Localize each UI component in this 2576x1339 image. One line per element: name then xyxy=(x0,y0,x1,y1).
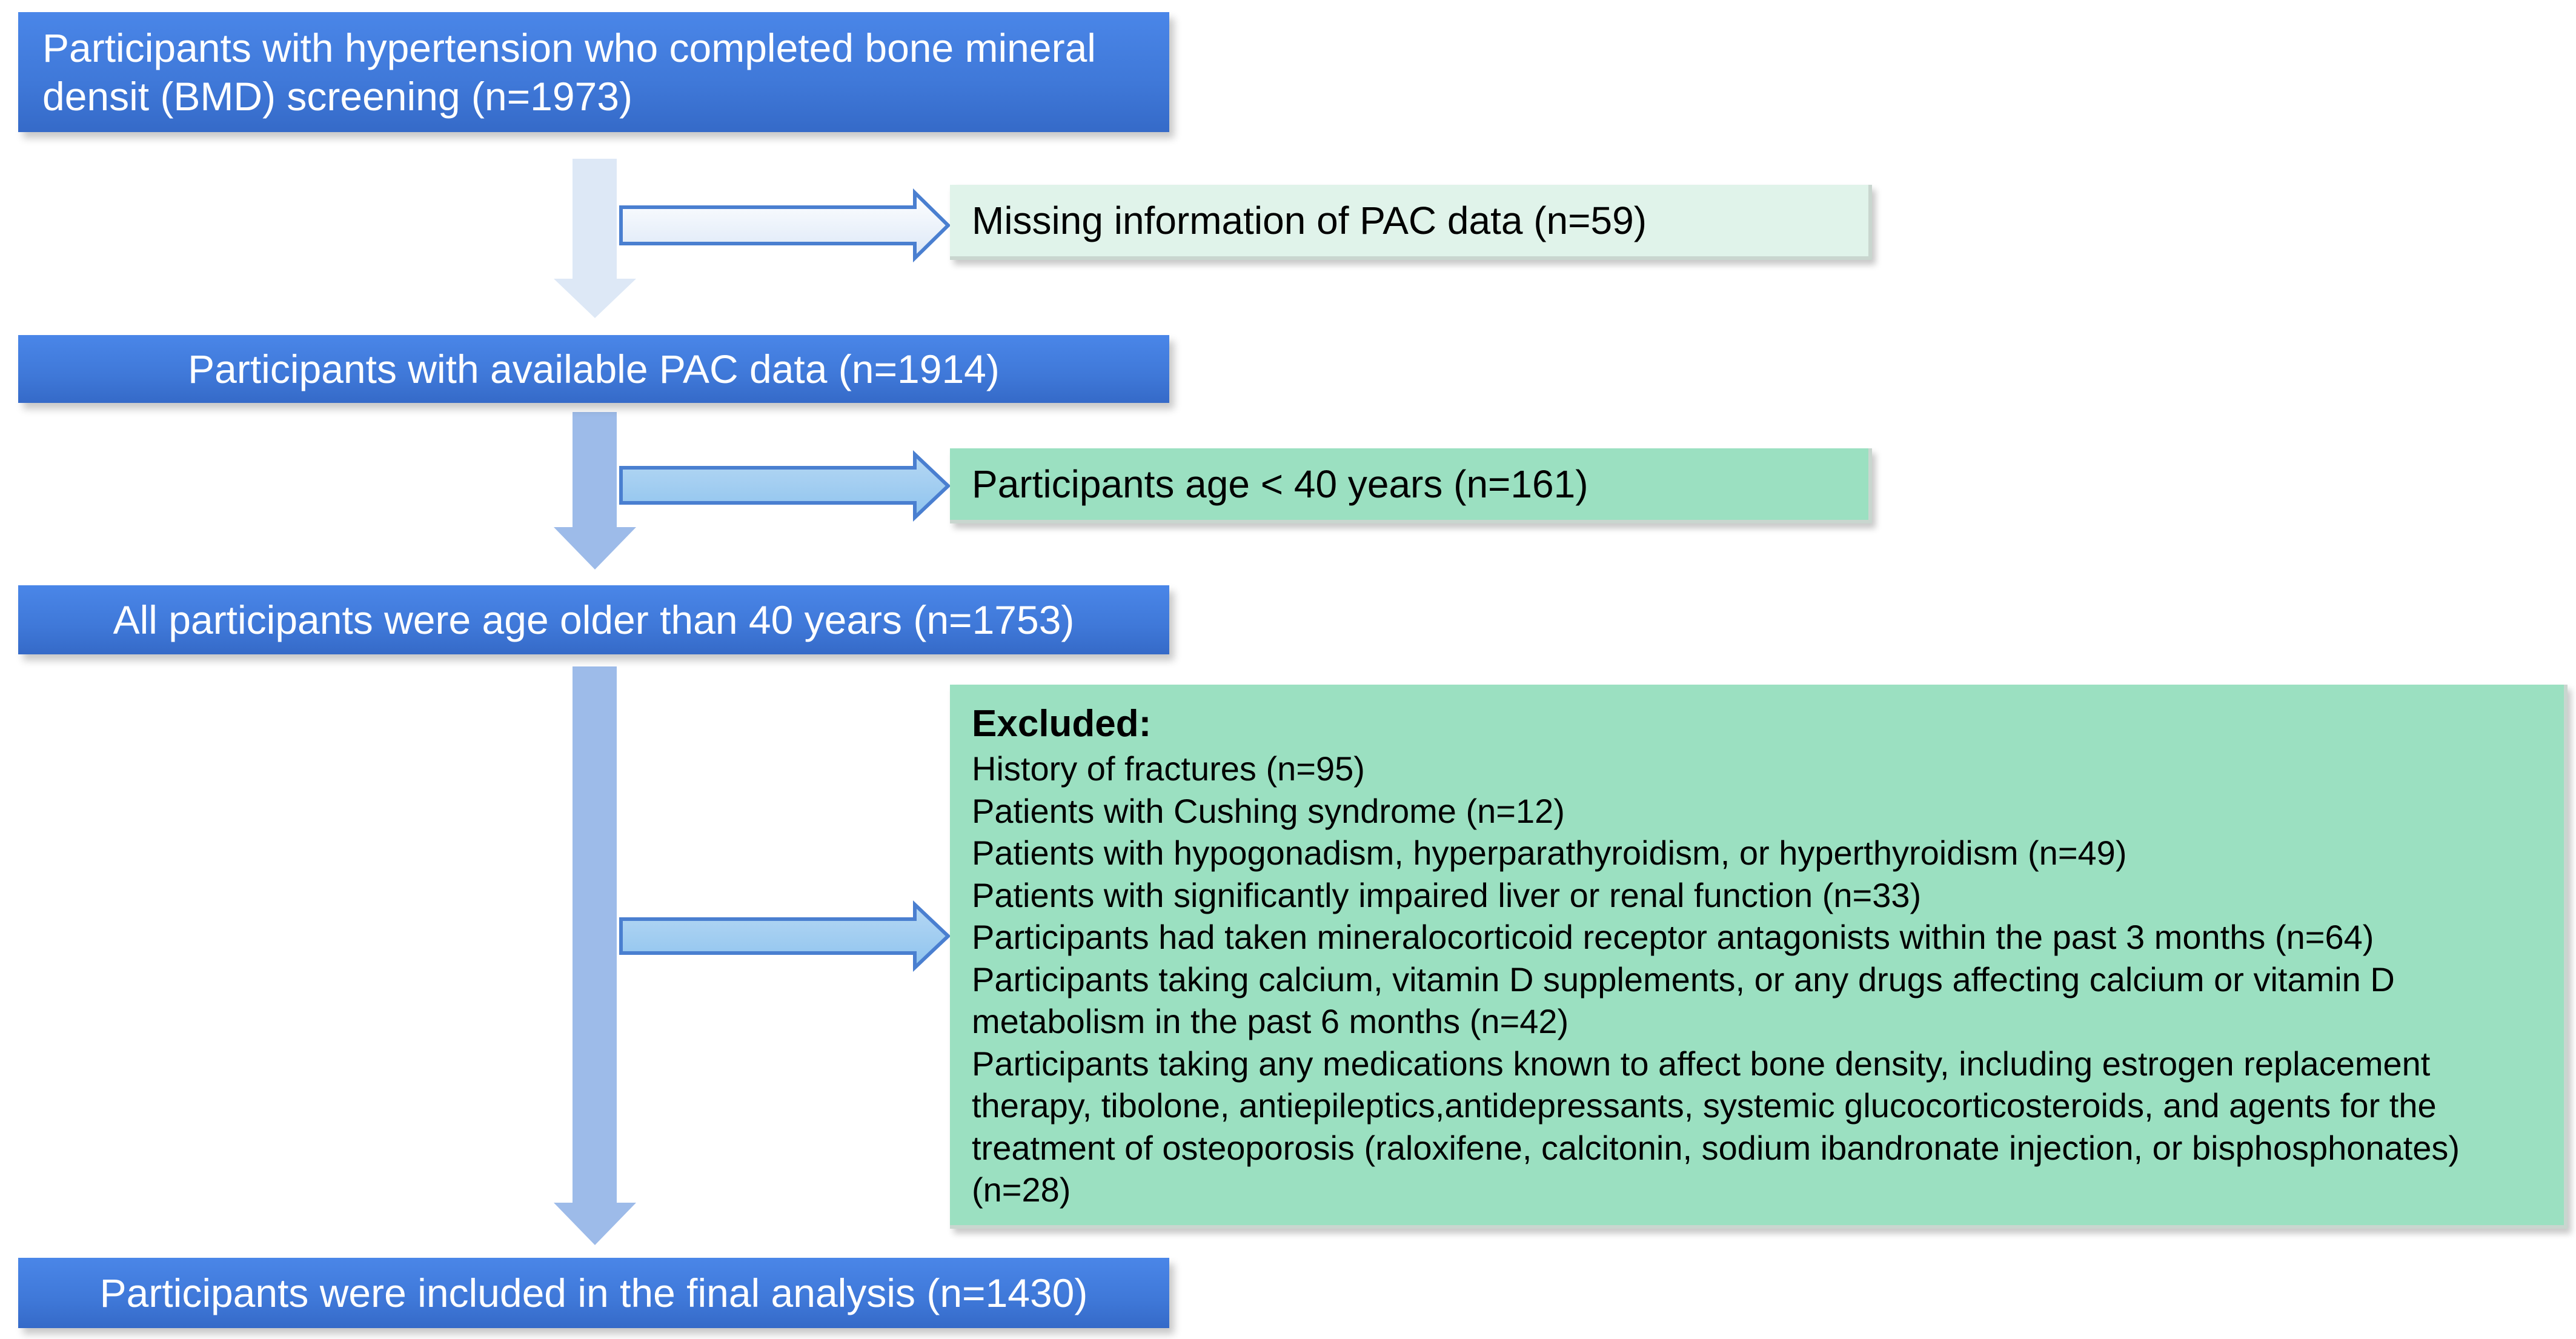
flow-step-2-text: Participants with available PAC data (n=1914) xyxy=(188,347,1000,391)
exclusion-age-text: Participants age < 40 years (n=161) xyxy=(972,462,1588,506)
right-arrow-3 xyxy=(621,905,948,968)
flow-step-1 xyxy=(18,12,1169,132)
exclusion-criteria-box xyxy=(950,685,2568,1229)
excluded-item: History of fractures (n=95) xyxy=(972,749,1365,788)
exclusion-missing-pac xyxy=(950,185,1872,260)
right-arrow-1 xyxy=(621,193,948,258)
flow-step-3 xyxy=(18,585,1169,654)
exclusion-age xyxy=(950,448,1872,523)
right-arrow-2 xyxy=(621,454,948,517)
flow-step-3-text: All participants were age older than 40 years (n=1753) xyxy=(113,597,1075,642)
flow-step-2 xyxy=(18,335,1169,403)
flow-step-1-text: Participants with hypertension who completed bone mineral densit (BMD) screening (n=1973) xyxy=(42,25,1096,119)
excluded-item: Participants had taken mineralocorticoid receptor antagonists within the past 3 months (n=64) xyxy=(972,918,2374,956)
excluded-title: Excluded: xyxy=(972,703,1152,745)
excluded-item: Patients with hypogonadism, hyperparathyroidism, or hyperthyroidism (n=49) xyxy=(972,834,2127,872)
excluded-item: Participants taking any medications known to affect bone density, including estrogen replacement therapy, tibolone, antiepileptics,antidepressants, systemic glucocorticosteroids, and agents for the treatment of osteoporosis (raloxifene, calcitonin, sodium ibandronate injection, or bisphosphonates) (n=28) xyxy=(972,1044,2460,1209)
down-arrow-3 xyxy=(554,666,636,1245)
flow-step-4 xyxy=(18,1258,1169,1328)
excluded-item: Patients with significantly impaired liver or renal function (n=33) xyxy=(972,875,1922,914)
excluded-item: Patients with Cushing syndrome (n=12) xyxy=(972,791,1565,830)
flow-step-4-text: Participants were included in the final analysis (n=1430) xyxy=(99,1271,1088,1315)
excluded-item: Participants taking calcium, vitamin D supplements, or any drugs affecting calcium or vitamin D metabolism in the past 6 months (n=42) xyxy=(972,960,2395,1040)
exclusion-missing-pac-text: Missing information of PAC data (n=59) xyxy=(972,199,1647,242)
